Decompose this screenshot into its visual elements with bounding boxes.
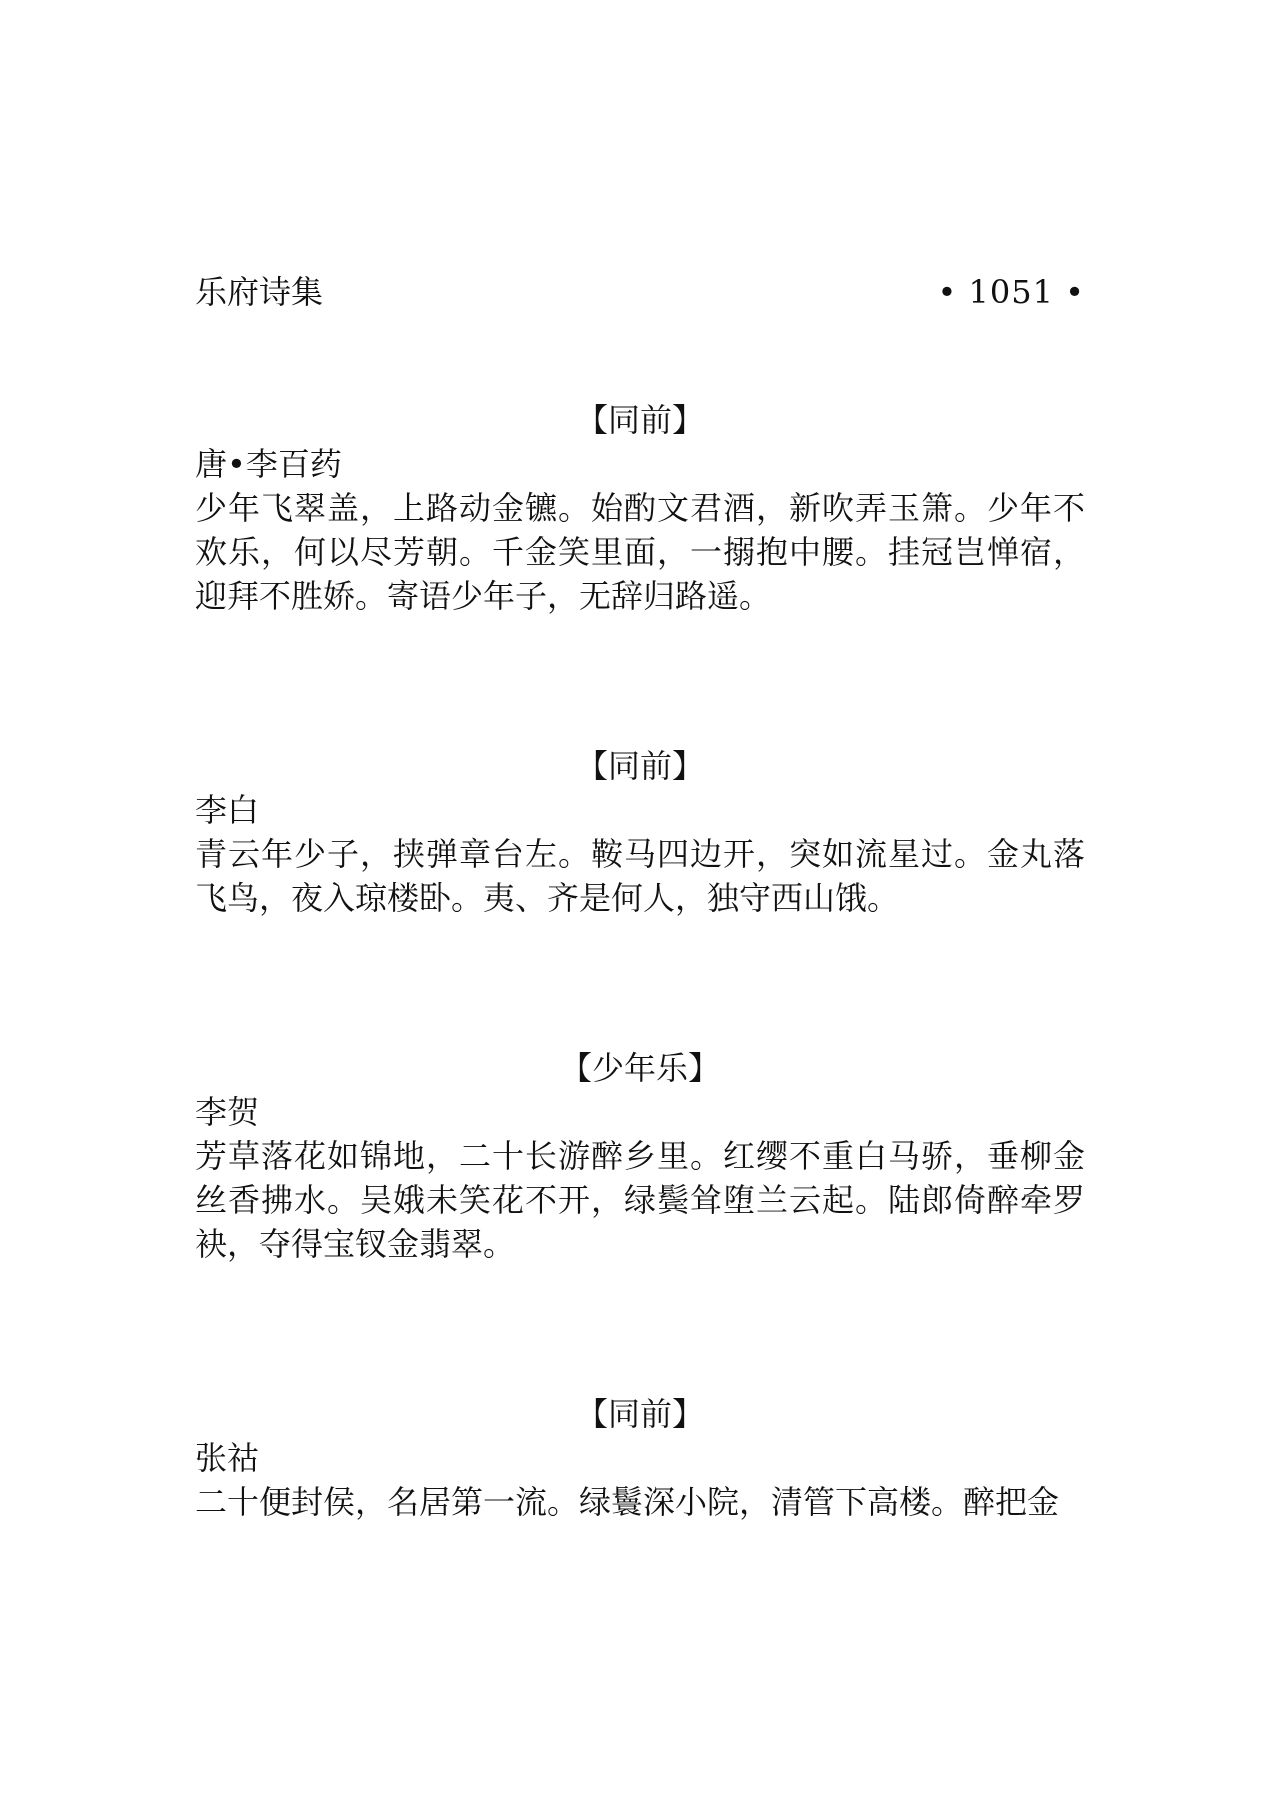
poem-title: 【同前】 [575,747,704,785]
poem-text: 少年飞翠盖，上路动金镳。始酌文君酒，新吹弄玉箫。少年不欢乐，何以尽芳朝。千金笑里面，一搦抱中腰。挂冠岂惮宿，迎拜不胜娇。寄语少年子，无辞归路遥。 [195,489,1085,615]
poem-text: 芳草落花如锦地，二十长游醉乡里。红缨不重白马骄，垂柳金丝香拂水。吴娥未笑花不开，绿鬓耸堕兰云起。陆郎倚醉牵罗袂，夺得宝钗金翡翠。 [195,1137,1085,1263]
book-title: 乐府诗集 [195,273,324,311]
poem-author: 张祜 [195,1439,260,1477]
poem-4 [195,1392,1085,1524]
poem-3 [195,1046,1085,1266]
poem-1 [195,398,1085,618]
poem-author: 李贺 [195,1093,260,1131]
poem-2 [195,744,1085,920]
poem-text: 青云年少子，挟弹章台左。鞍马四边开，突如流星过。金丸落飞鸟，夜入琼楼卧。夷、齐是何人，独守西山饿。 [195,835,1085,917]
poem-title: 【同前】 [575,1395,704,1433]
page-number: • 1051 • [937,273,1085,311]
poem-title: 【少年乐】 [559,1049,720,1087]
poem-author: 唐•李百药 [195,445,342,483]
poem-text: 二十便封侯，名居第一流。绿鬟深小院，清管下高楼。醉把金 [195,1483,1060,1521]
poem-title: 【同前】 [575,401,704,439]
poem-author: 李白 [195,791,260,829]
page-header [195,272,1085,312]
